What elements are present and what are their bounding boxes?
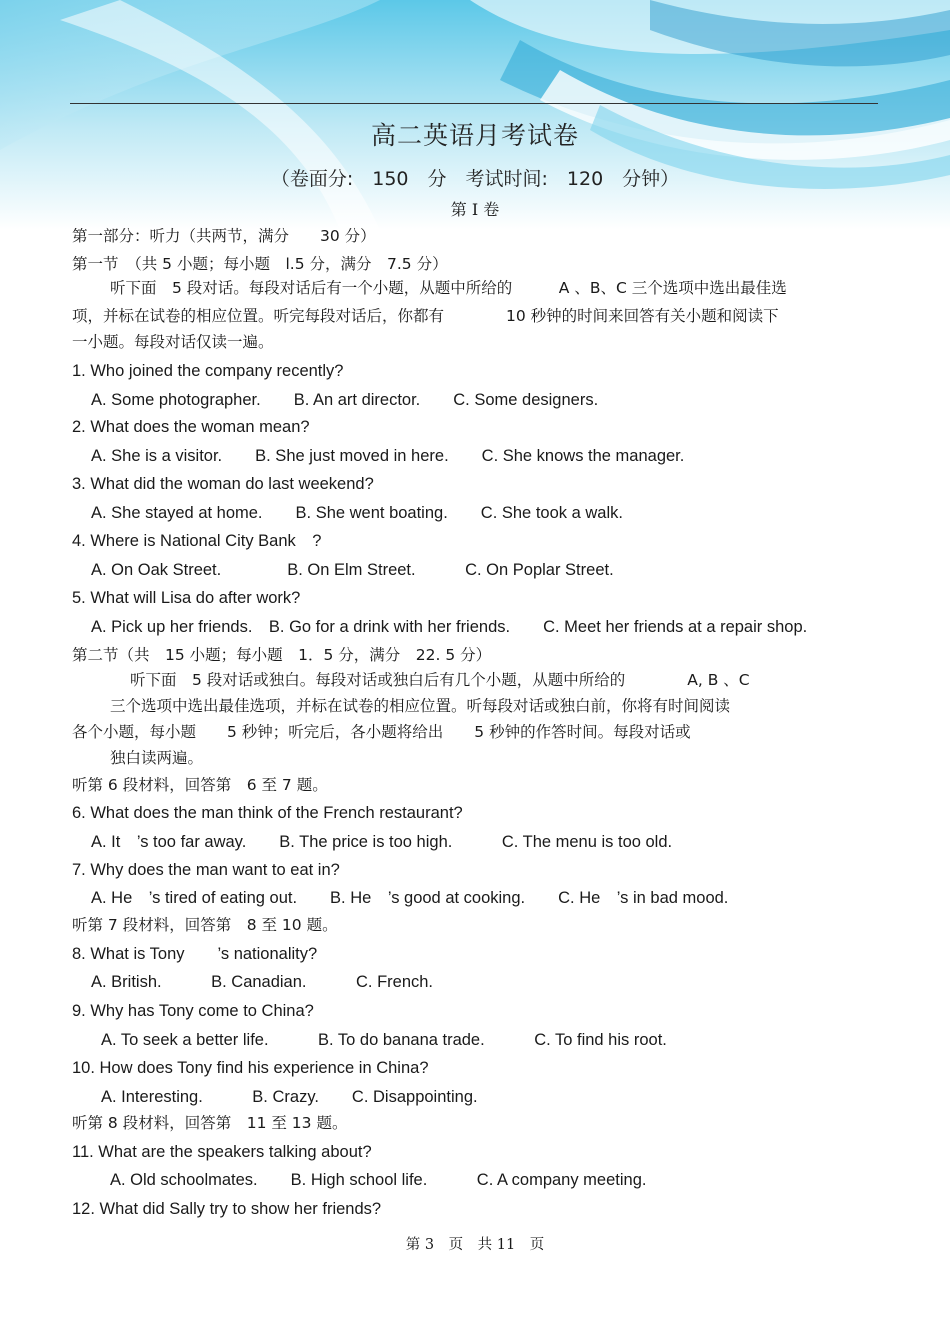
question-line: 7. Why does the man want to eat in? <box>72 861 340 879</box>
instruction-line: 听第 7 段材料，回答第 8 至 10 题。 <box>72 916 338 934</box>
question-line: 5. What will Lisa do after work? <box>72 589 301 607</box>
instruction-line: 听下面 5 段对话或独白。每段对话或独白后有几个小题，从题中所给的 A, B 、C <box>130 671 750 689</box>
question-line: A. To seek a better life. B. To do banana trade. C. To find his root. <box>101 1031 667 1049</box>
instruction-line: 一小题。每段对话仅读一遍。 <box>72 333 274 351</box>
question-line: 11. What are the speakers talking about? <box>72 1143 372 1161</box>
instruction-line: 听第 8 段材料，回答第 11 至 13 题。 <box>72 1114 348 1132</box>
instruction-line: 听下面 5 段对话。每段对话后有一个小题，从题中所给的 A 、B、C 三个选项中选出最佳选 <box>110 279 787 297</box>
question-line: A. She stayed at home. B. She went boating. C. She took a walk. <box>91 504 623 522</box>
question-line: 10. How does Tony find his experience in China? <box>72 1059 429 1077</box>
instruction-line: 第二节（共 15 小题；每小题 1．5 分，满分 22. 5 分） <box>72 646 492 664</box>
question-line: A. Old schoolmates. B. High school life. C. A company meeting. <box>110 1171 647 1189</box>
question-line: 12. What did Sally try to show her friends? <box>72 1200 382 1218</box>
page-footer: 第 3 页 共 11 页 <box>405 1237 545 1253</box>
question-line: A. On Oak Street. B. On Elm Street. C. On Poplar Street. <box>91 561 614 579</box>
question-line: 6. What does the man think of the French restaurant? <box>72 804 463 822</box>
question-line: 3. What did the woman do last weekend? <box>72 475 374 493</box>
question-line: A. Interesting. B. Crazy. C. Disappointing. <box>101 1088 478 1106</box>
question-line: 9. Why has Tony come to China? <box>72 1002 314 1020</box>
question-line: 4. Where is National City Bank ? <box>72 532 322 550</box>
question-line: 1. Who joined the company recently? <box>72 362 344 380</box>
question-line: 2. What does the woman mean? <box>72 418 310 436</box>
question-line: A. Some photographer. B. An art director. C. Some designers. <box>91 391 599 409</box>
instruction-line: 各个小题，每小题 5 秒钟；听完后，各小题将给出 5 秒钟的作答时间。每段对话或 <box>72 723 691 741</box>
exam-info: （卷面分: 150 分 考试时间: 120 分钟） <box>270 168 680 190</box>
instruction-line: 第一部分：听力（共两节，满分 30 分） <box>72 227 376 245</box>
volume-heading: 第 I 卷 <box>450 200 500 219</box>
instruction-line: 听第 6 段材料，回答第 6 至 7 题。 <box>72 776 328 794</box>
question-line: A. It ’s too far away. B. The price is too high. C. The menu is too old. <box>91 833 673 851</box>
instruction-line: 独白读两遍。 <box>110 749 204 767</box>
question-line: 8. What is Tony ’s nationality? <box>72 945 318 963</box>
question-line: A. British. B. Canadian. C. French. <box>91 973 434 991</box>
question-line: A. Pick up her friends. B. Go for a drink with her friends. C. Meet her friends at a repair shop. <box>91 618 808 636</box>
instruction-line: 第一节 （共 5 小题；每小题 l.5 分，满分 7.5 分） <box>72 255 448 273</box>
question-line: A. She is a visitor. B. She just moved in here. C. She knows the manager. <box>91 447 685 465</box>
instruction-line: 三个选项中选出最佳选项，并标在试卷的相应位置。听每段对话或独白前，你将有时间阅读 <box>110 697 731 715</box>
header-rule <box>70 103 878 104</box>
instruction-line: 项，并标在试卷的相应位置。听完每段对话后，你都有 10 秒钟的时间来回答有关小题和阅读下 <box>72 307 779 325</box>
question-line: A. He ’s tired of eating out. B. He ’s good at cooking. C. He ’s in bad mood. <box>91 889 729 907</box>
page-title: 高二英语月考试卷 <box>370 121 579 150</box>
